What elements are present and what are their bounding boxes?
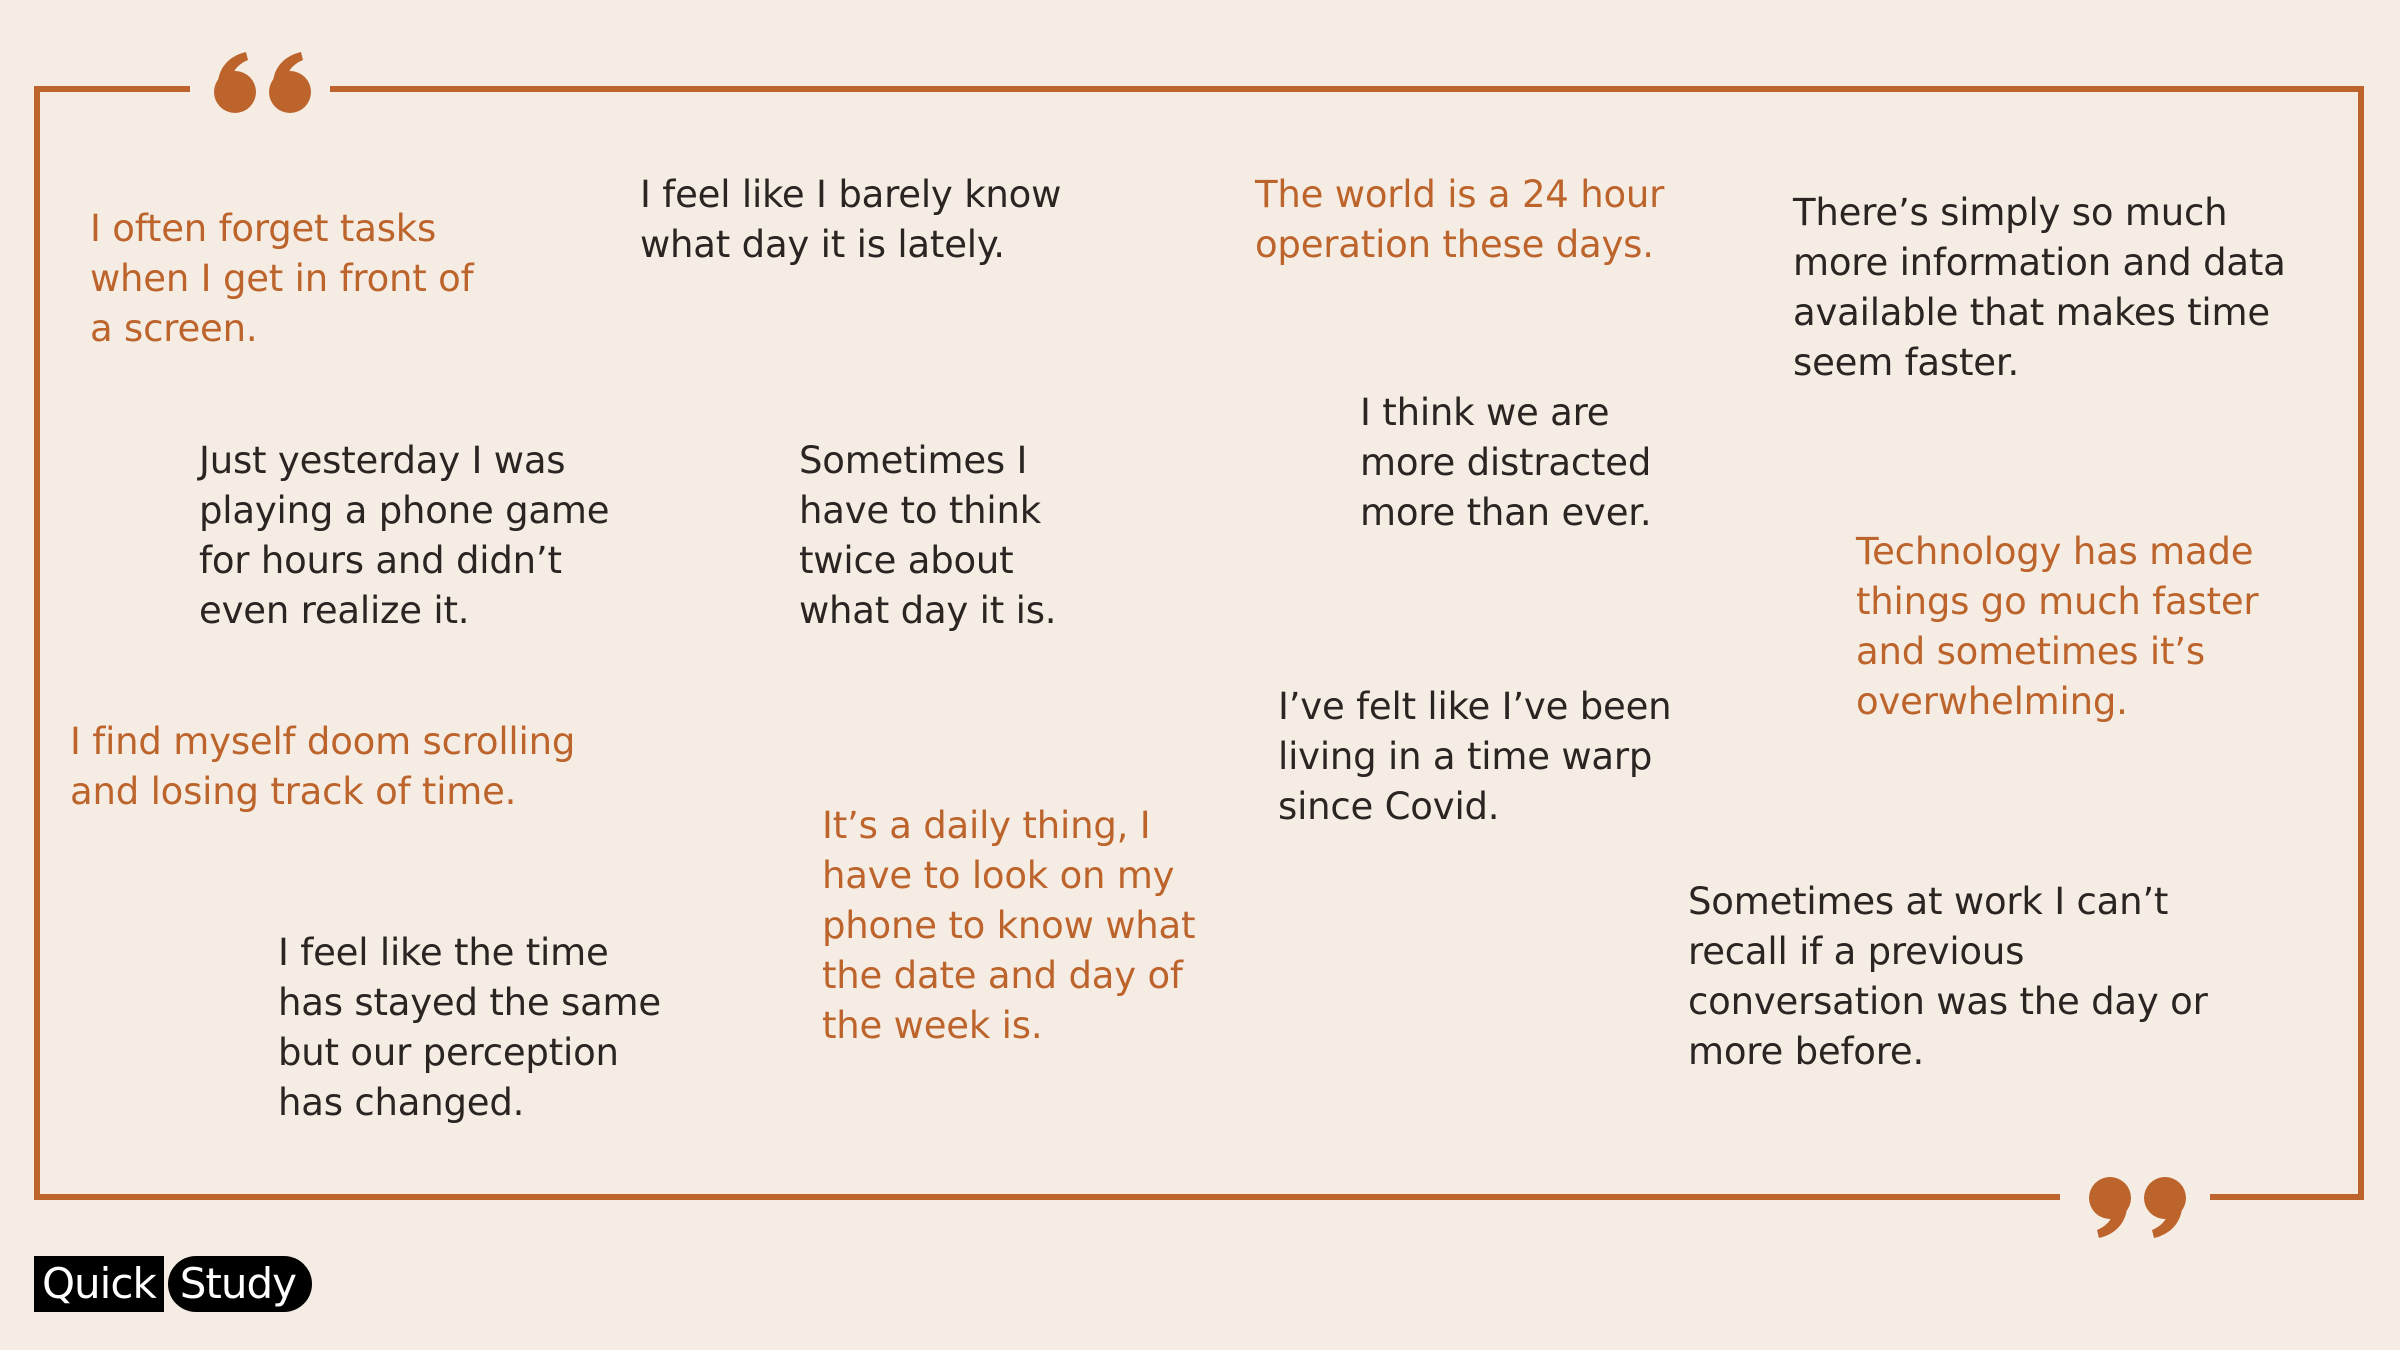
quote-think-twice: Sometimes I have to think twice about what day it is. (799, 439, 1057, 632)
quote-phone-game: Just yesterday I was playing a phone game for hours and didn’t even realize it. (199, 439, 610, 632)
close-quote-icon (2080, 1174, 2190, 1238)
quote-doom-scrolling: I find myself doom scrolling and losing track of time. (70, 720, 576, 813)
logo-word-quick: Quick (34, 1256, 164, 1312)
logo-word-study: Study (168, 1256, 312, 1312)
quote-time-warp: I’ve felt like I’ve been living in a time warp since Covid. (1278, 685, 1672, 828)
quote-information-data: There’s simply so much more information and data available that makes time seem faster. (1793, 191, 2286, 384)
quote-daily-thing: It’s a daily thing, I have to look on my phone to know what the date and day of the week is. (822, 804, 1196, 1047)
quote-barely-know-day: I feel like I barely know what day it is lately. (640, 173, 1062, 266)
quote-24-hour-operation: The world is a 24 hour operation these days. (1255, 173, 1665, 266)
quick-study-logo (34, 1256, 312, 1312)
quote-perception-changed: I feel like the time has stayed the same but our perception has changed. (278, 931, 661, 1124)
open-quote-icon (210, 52, 320, 116)
quote-more-distracted: I think we are more distracted more than ever. (1360, 391, 1652, 534)
quote-forget-tasks: I often forget tasks when I get in front of a screen. (90, 207, 474, 350)
quote-technology-faster: Technology has made things go much faster and sometimes it’s overwhelming. (1856, 530, 2259, 723)
quote-work-conversation: Sometimes at work I can’t recall if a previous conversation was the day or more before. (1688, 880, 2208, 1073)
